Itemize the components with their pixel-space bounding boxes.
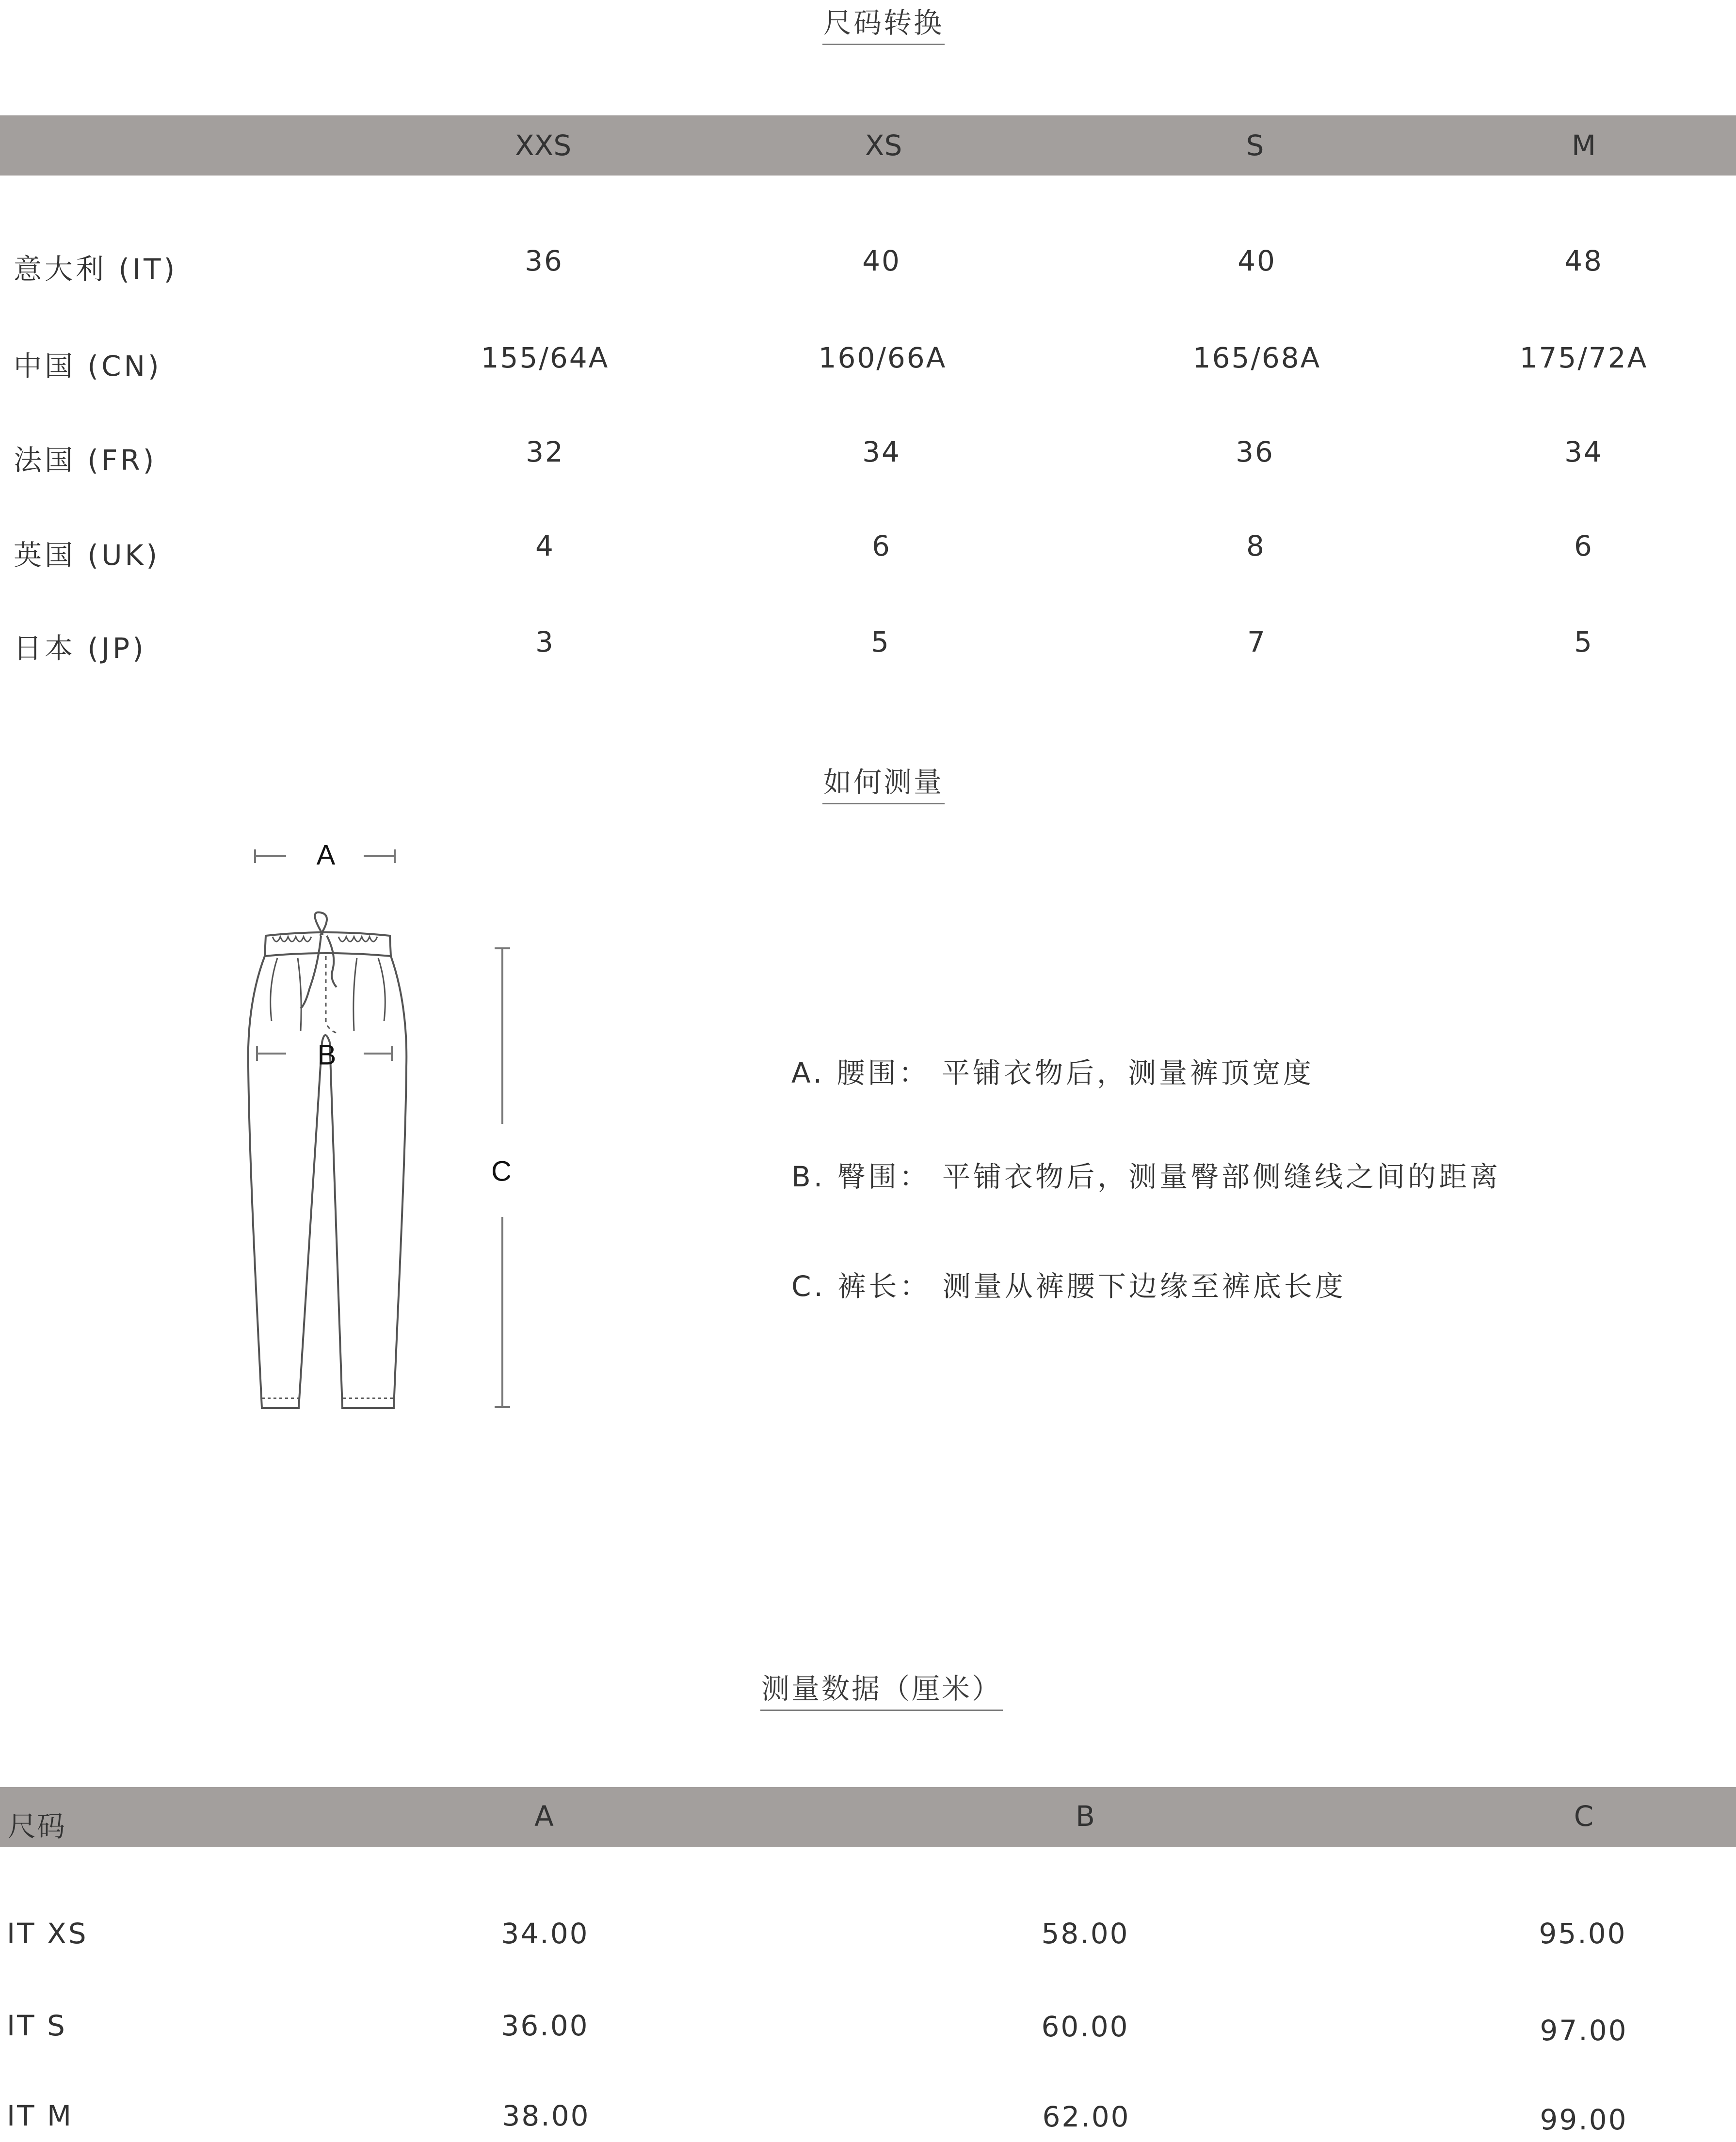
- measurements-row-size: IT XS: [7, 1917, 88, 1950]
- measure-desc-b: B. 臀围： 平铺衣物后，测量臀部侧缝线之间的距离: [791, 1160, 1501, 1193]
- conversion-cell: 40: [1238, 244, 1276, 277]
- measurements-title: 测量数据（厘米）: [760, 1666, 1003, 1711]
- measure-desc-c: C. 裤长： 测量从裤腰下边缘至裤底长度: [791, 1270, 1346, 1303]
- conversion-cell: 6: [1574, 529, 1593, 562]
- measurements-cell: 34.00: [501, 1917, 589, 1950]
- conversion-row-label: 法国 (FR): [14, 444, 157, 477]
- measurements-cell: 36.00: [501, 2009, 589, 2042]
- conversion-cell: 165/68A: [1192, 341, 1321, 374]
- conversion-cell: 34: [862, 435, 901, 468]
- diagram-label-a: A: [316, 839, 336, 871]
- measurements-cell: 58.00: [1041, 1917, 1129, 1950]
- conversion-row-label: 中国 (CN): [14, 350, 162, 383]
- conversion-cell: 36: [1236, 435, 1274, 468]
- howto-title: 如何测量: [822, 759, 945, 804]
- conversion-cell: 8: [1246, 529, 1266, 562]
- conversion-cell: 7: [1247, 625, 1267, 658]
- measurements-col-a: A: [534, 1800, 554, 1833]
- diagram-label-b: B: [317, 1039, 337, 1071]
- conversion-col-s: S: [1246, 129, 1264, 162]
- measurements-cell: 95.00: [1539, 1917, 1627, 1950]
- conversion-col-m: M: [1571, 129, 1596, 162]
- conversion-cell: 32: [526, 435, 564, 468]
- conversion-cell: 5: [871, 625, 890, 658]
- measurements-row-size: IT S: [7, 2009, 67, 2042]
- conversion-row-label: 英国 (UK): [14, 539, 161, 572]
- conversion-cell: 3: [535, 625, 555, 658]
- conversion-cell: 34: [1564, 435, 1603, 468]
- measurements-col-c: C: [1574, 1800, 1594, 1833]
- conversion-row-label: 意大利 (IT): [14, 253, 178, 286]
- conversion-cell: 5: [1574, 625, 1593, 658]
- measurements-col-size: 尺码: [8, 1810, 66, 1843]
- measurements-row-size: IT M: [7, 2099, 74, 2132]
- measurements-cell: 60.00: [1041, 2010, 1129, 2043]
- conversion-cell: 6: [872, 529, 891, 562]
- diagram-label-c: C: [491, 1155, 512, 1187]
- conversion-col-xxs: XXS: [514, 129, 572, 162]
- pants-diagram: [233, 824, 543, 1425]
- measurements-header-band: [0, 1787, 1736, 1847]
- conversion-cell: 160/66A: [818, 341, 947, 374]
- conversion-cell: 48: [1564, 244, 1603, 277]
- measurements-cell: 99.00: [1540, 2103, 1628, 2136]
- conversion-row-label: 日本 (JP): [14, 632, 146, 665]
- measurements-cell: 62.00: [1042, 2100, 1130, 2133]
- conversion-cell: 4: [535, 529, 555, 562]
- measurements-cell: 97.00: [1540, 2014, 1628, 2047]
- conversion-cell: 155/64A: [481, 341, 610, 374]
- measurements-cell: 38.00: [502, 2099, 590, 2132]
- measure-desc-a: A. 腰围： 平铺衣物后，测量裤顶宽度: [791, 1056, 1314, 1089]
- conversion-col-xs: XS: [865, 129, 902, 162]
- measurements-col-b: B: [1076, 1800, 1095, 1833]
- conversion-cell: 36: [525, 244, 563, 277]
- conversion-title: 尺码转换: [822, 0, 945, 45]
- conversion-cell: 175/72A: [1519, 341, 1648, 374]
- conversion-cell: 40: [862, 244, 901, 277]
